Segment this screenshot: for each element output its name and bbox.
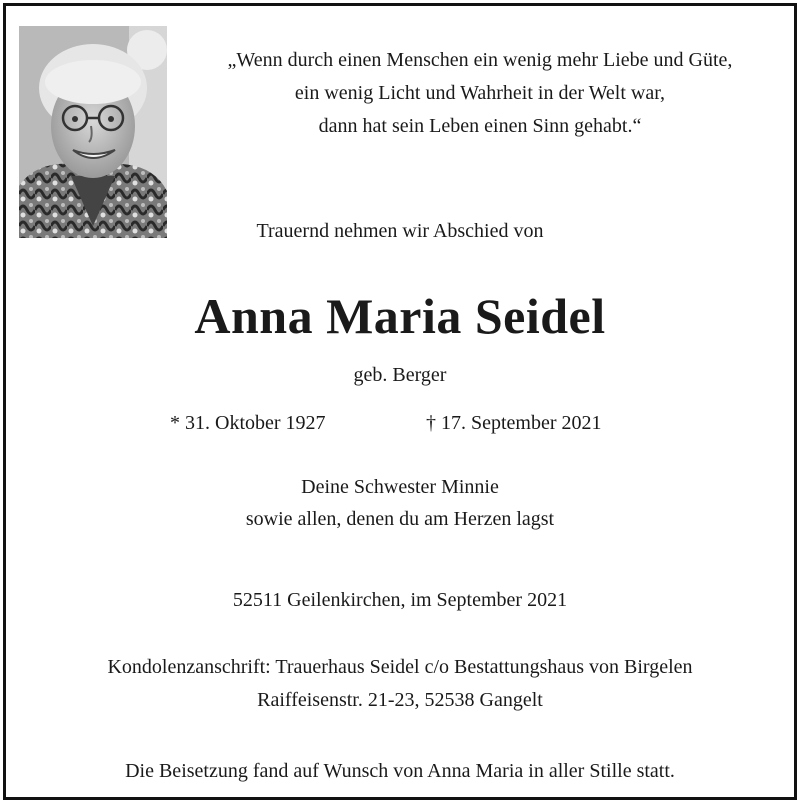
condolence-address-line-1: Kondolenzanschrift: Trauerhaus Seidel c/o Bestattungshaus von Birgelen — [107, 656, 693, 678]
family-line-1: Deine Schwester Minnie — [301, 476, 499, 498]
condolence-address-line-2: Raiffeisenstr. 21-23, 52538 Gangelt — [257, 689, 543, 711]
quote-line-2: ein wenig Licht und Wahrheit in der Welt war, — [294, 82, 666, 104]
family-line-2: sowie allen, denen du am Herzen lagst — [245, 508, 555, 530]
intro-text: Trauernd nehmen wir Abschied von — [256, 220, 544, 242]
burial-note: Die Beisetzung fand auf Wunsch von Anna Maria in aller Stille statt. — [125, 760, 675, 782]
quote-block — [180, 44, 780, 143]
portrait-photo — [19, 26, 167, 238]
death-date: † 17. September 2021 — [426, 412, 602, 434]
maiden-name: geb. Berger — [353, 364, 447, 386]
place-date: 52511 Geilenkirchen, im September 2021 — [232, 589, 568, 611]
quote-line-1: „Wenn durch einen Menschen ein wenig mehr Liebe und Güte, — [227, 49, 733, 71]
birth-date: * 31. Oktober 1927 — [170, 412, 326, 434]
deceased-name: Anna Maria Seidel — [194, 288, 606, 344]
quote-line-3: dann hat sein Leben einen Sinn gehabt.“ — [318, 115, 642, 137]
